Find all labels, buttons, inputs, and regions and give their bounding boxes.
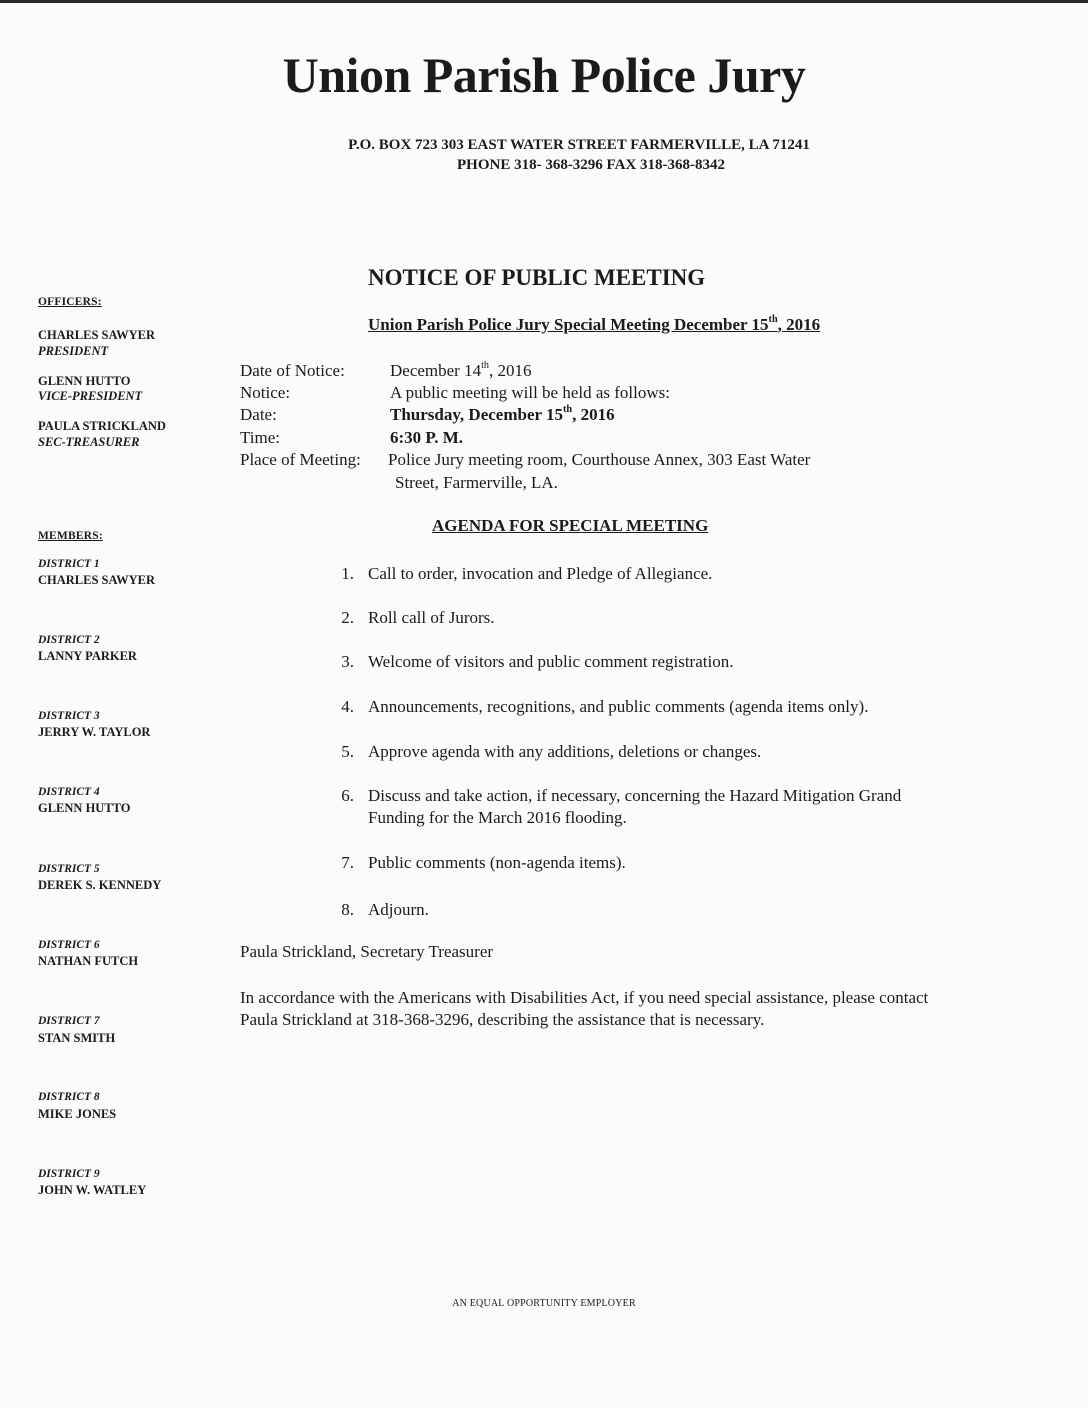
member-district: DISTRICT 3 [38, 710, 100, 722]
info-label: Notice: [240, 383, 291, 402]
info-label: Date: [240, 405, 277, 424]
officers-heading: OFFICERS: [38, 296, 102, 308]
officer-name: CHARLES SAWYER [38, 328, 156, 342]
member-name: MIKE JONES [38, 1107, 117, 1121]
info-value: December 14th, 2016 [390, 359, 532, 380]
agenda-item-number: 4. [341, 697, 354, 716]
member-district: DISTRICT 6 [38, 939, 100, 951]
notice-title: NOTICE OF PUBLIC MEETING [368, 265, 706, 290]
agenda-item-number: 3. [341, 652, 354, 671]
agenda-item-number: 1. [341, 564, 354, 583]
member-name: LANNY PARKER [38, 649, 137, 663]
member-name: JOHN W. WATLEY [38, 1183, 147, 1197]
info-label: Time: [240, 428, 281, 447]
member-district: DISTRICT 2 [38, 634, 100, 646]
officer-role: PRESIDENT [38, 344, 109, 358]
officer-name: PAULA STRICKLAND [38, 419, 166, 433]
member-district: DISTRICT 5 [38, 863, 100, 875]
officer-name: GLENN HUTTO [38, 374, 131, 388]
agenda-item-text: Welcome of visitors and public comment registration. [368, 652, 734, 671]
member-district: DISTRICT 7 [38, 1015, 100, 1027]
member-name: JERRY W. TAYLOR [38, 725, 151, 739]
agenda-heading: AGENDA FOR SPECIAL MEETING [432, 516, 709, 535]
agenda-item-number: 7. [341, 853, 354, 872]
member-name: GLENN HUTTO [38, 801, 131, 815]
agenda-item-number: 8. [341, 900, 354, 919]
member-name: DEREK S. KENNEDY [38, 878, 162, 892]
info-value: 6:30 P. M. [390, 428, 464, 447]
agenda-item-text: Public comments (non-agenda items). [368, 853, 626, 872]
signature-line: Paula Strickland, Secretary Treasurer [240, 942, 494, 961]
info-value: Street, Farmerville, LA. [395, 473, 558, 492]
officer-role: VICE-PRESIDENT [38, 389, 143, 403]
info-label: Date of Notice: [240, 361, 345, 380]
ada-notice: In accordance with the Americans with Disabilities Act, if you need special assistance, please contact Paula Strickland at 318-368-3296, describing the assistance that is necessary. [240, 988, 929, 1029]
agenda-item-text: Adjourn. [368, 900, 429, 919]
phone-fax-line: PHONE 318- 368-3296 FAX 318-368-8342 [456, 157, 726, 173]
letterhead-address [0, 135, 1088, 175]
page-title: Union Parish Police Jury [282, 47, 806, 103]
meeting-title: Union Parish Police Jury Special Meeting December 15th, 2016 [368, 313, 821, 334]
agenda-item-number: 6. [341, 786, 354, 805]
member-name: STAN SMITH [38, 1031, 116, 1045]
member-district: DISTRICT 8 [38, 1091, 100, 1103]
address-line: P.O. BOX 723 303 EAST WATER STREET FARMERVILLE, LA 71241 [348, 137, 810, 153]
agenda-item-number: 2. [341, 608, 354, 627]
agenda-item-text: Announcements, recognitions, and public comments (agenda items only). [368, 697, 869, 716]
member-district: DISTRICT 4 [38, 786, 100, 798]
member-name: NATHAN FUTCH [38, 954, 139, 968]
info-value: Police Jury meeting room, Courthouse Annex, 303 East Water [388, 450, 811, 469]
member-name: CHARLES SAWYER [38, 573, 156, 587]
info-value: Thursday, December 15th, 2016 [390, 403, 615, 424]
agenda-item-text: Discuss and take action, if necessary, concerning the Hazard Mitigation Grand Funding for the March 2016 flooding. [368, 786, 902, 827]
agenda-item-number: 5. [341, 742, 354, 761]
agenda-item-text: Approve agenda with any additions, deletions or changes. [368, 742, 762, 761]
info-label: Place of Meeting: [240, 450, 361, 469]
agenda-item-text: Roll call of Jurors. [368, 608, 495, 627]
member-district: DISTRICT 9 [38, 1168, 100, 1180]
scan-top-edge [0, 0, 1088, 3]
members-heading: MEMBERS: [38, 530, 103, 542]
agenda-item-text: Call to order, invocation and Pledge of Allegiance. [368, 564, 713, 583]
officer-role: SEC-TREASURER [38, 435, 140, 449]
member-district: DISTRICT 1 [38, 558, 100, 570]
info-value: A public meeting will be held as follows: [390, 383, 670, 402]
footer-equal-opportunity: AN EQUAL OPPORTUNITY EMPLOYER [452, 1298, 636, 1309]
